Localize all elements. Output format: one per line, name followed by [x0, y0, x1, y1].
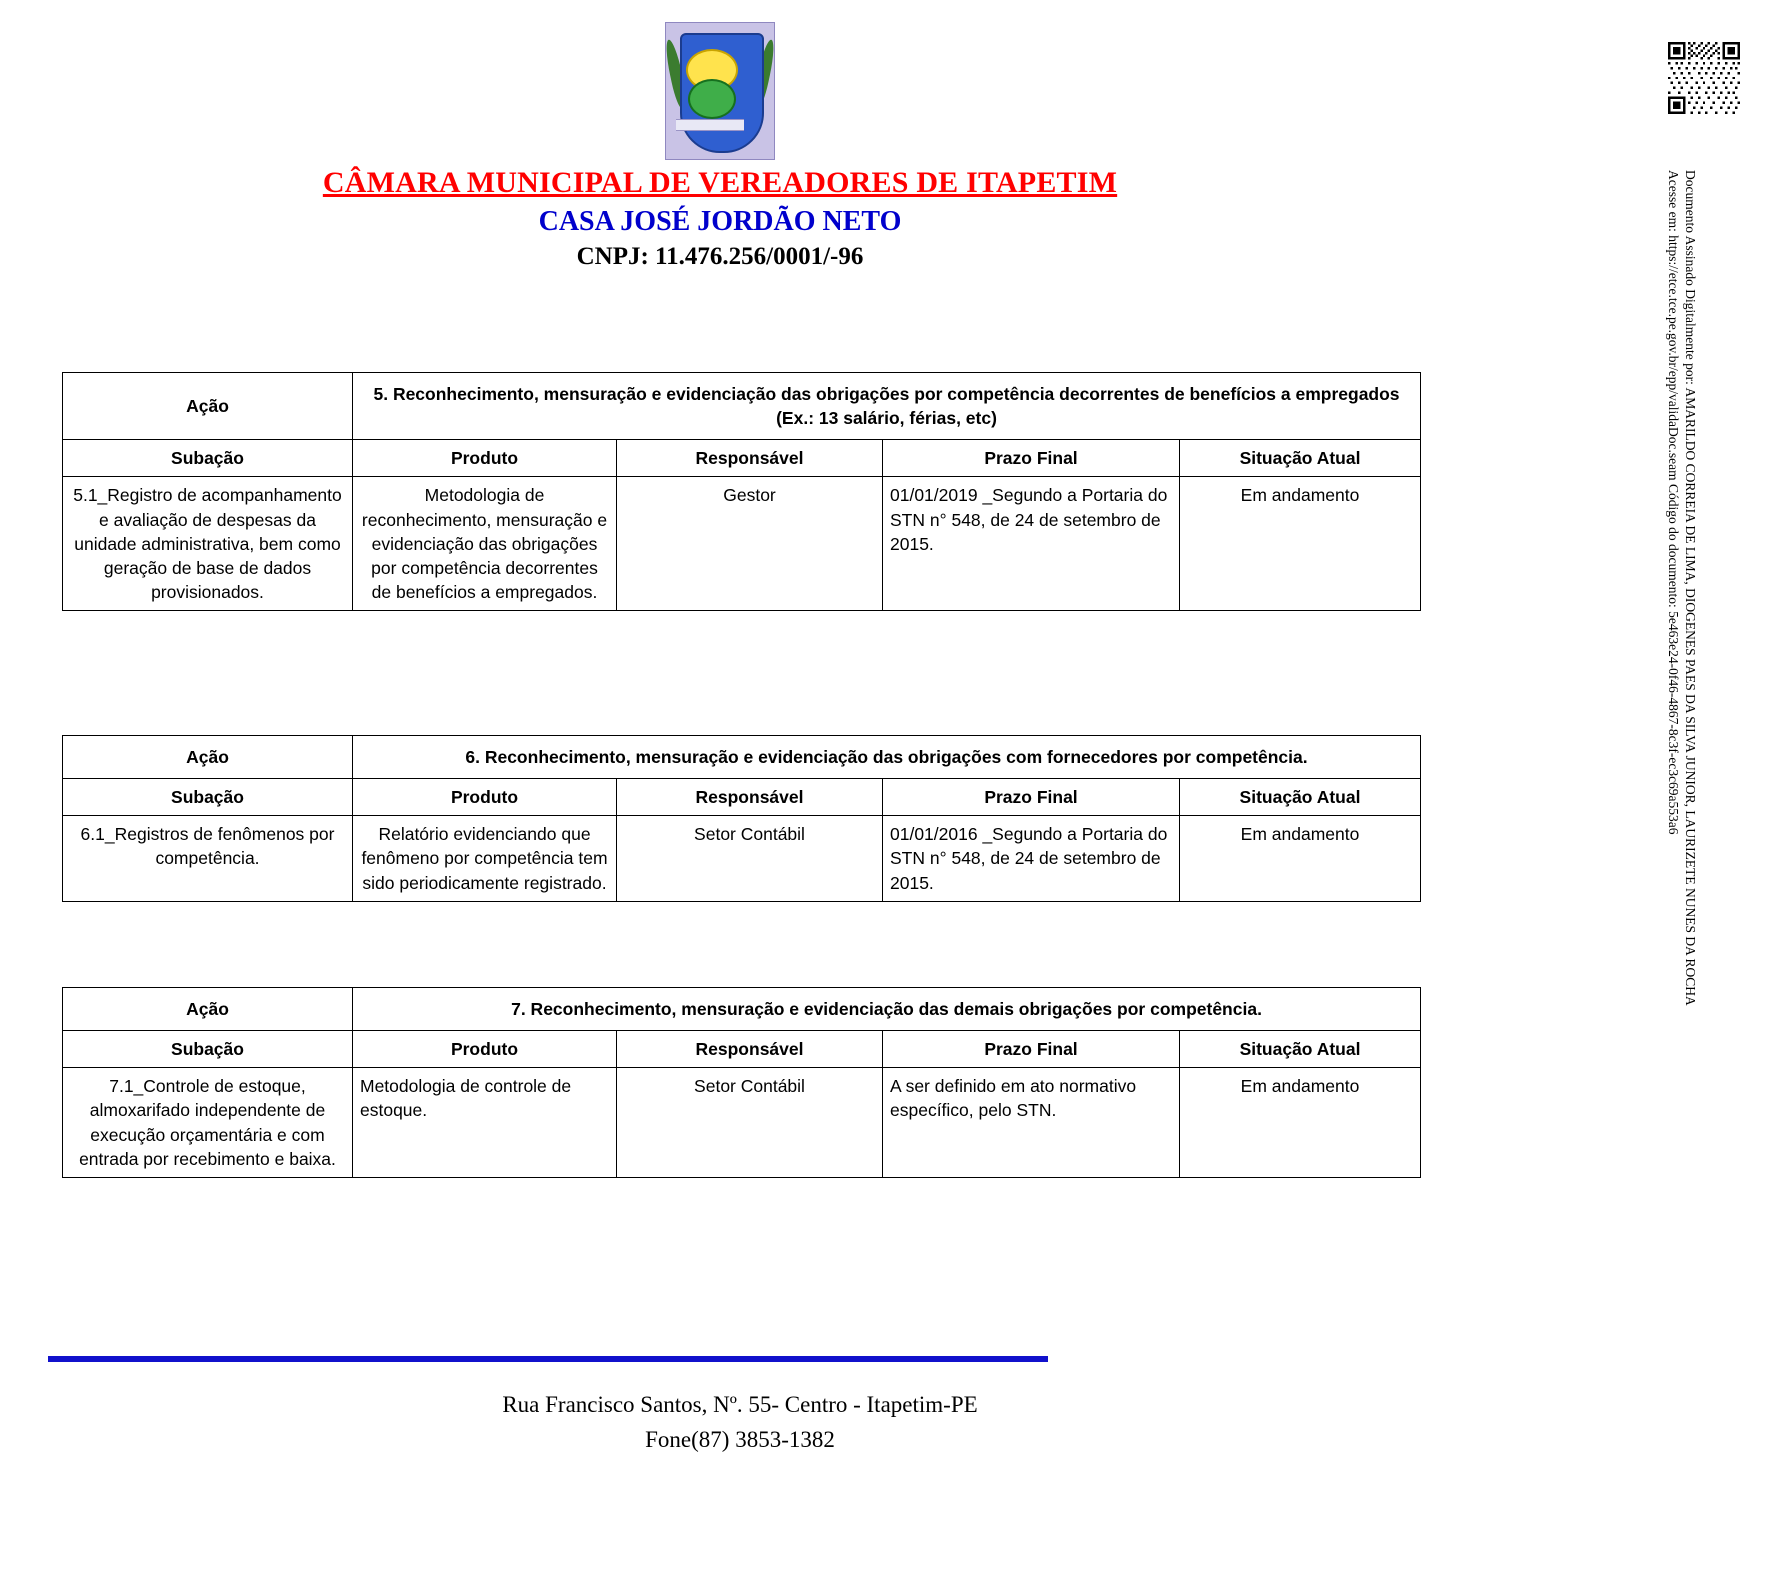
action-table-7: [62, 987, 1421, 1178]
cell-responsavel: Setor Contábil: [617, 1068, 883, 1178]
header-responsavel: Responsável: [617, 440, 883, 477]
signature-line-2: Acesse em: https://etce.tce.pe.gov.br/epp/validaDoc.seam Código do documento: 5e463e24-0f46-4867-8c3f-ec3c69a553a6: [1666, 170, 1681, 835]
action-table-6: [62, 735, 1421, 902]
header-acao: Ação: [63, 373, 353, 440]
cell-responsavel: Gestor: [617, 477, 883, 611]
signature-line-1: Documento Assinado Digitalmente por: AMARILDO CORREIA DE LIMA, DIOGENES PAES DA SILVA JUNIOR, LAURIZETE NUNES DA ROCHA: [1683, 170, 1698, 1006]
page-title: CÂMARA MUNICIPAL DE VEREADORES DE ITAPETIM: [322, 166, 1118, 199]
cell-produto: Relatório evidenciando que fenômeno por competência tem sido periodicamente registrado.: [353, 816, 617, 901]
qr-code-icon: [1668, 42, 1740, 114]
header-situacao-atual: Situação Atual: [1180, 779, 1421, 816]
header-responsavel: Responsável: [617, 1031, 883, 1068]
header-prazo-final: Prazo Final: [883, 779, 1180, 816]
cell-subacao: 5.1_Registro de acompanhamento e avaliação de despesas da unidade administrativa, bem como geração de base de dados provisionados.: [63, 477, 353, 611]
header-prazo-final: Prazo Final: [883, 1031, 1180, 1068]
table-row: [63, 1031, 1421, 1068]
header-prazo-final: Prazo Final: [883, 440, 1180, 477]
header-produto: Produto: [353, 779, 617, 816]
page-subtitle: CASA JOSÉ JORDÃO NETO: [538, 205, 902, 237]
cell-subacao: 6.1_Registros de fenômenos por competência.: [63, 816, 353, 901]
table-row: [63, 816, 1421, 901]
header-situacao-atual: Situação Atual: [1180, 440, 1421, 477]
header-acao: Ação: [63, 988, 353, 1031]
action-title-7: 7. Reconhecimento, mensuração e evidenciação das demais obrigações por competência.: [353, 988, 1421, 1031]
header-produto: Produto: [353, 1031, 617, 1068]
action-table-5: [62, 372, 1421, 611]
table-row: [63, 736, 1421, 779]
footer: [0, 1388, 1480, 1457]
brasao-icon: [665, 22, 775, 160]
header-subacao: Subação: [63, 779, 353, 816]
header-subacao: Subação: [63, 440, 353, 477]
cell-produto: Metodologia de controle de estoque.: [353, 1068, 617, 1178]
table-row: [63, 440, 1421, 477]
header-produto: Produto: [353, 440, 617, 477]
action-title-5: 5. Reconhecimento, mensuração e evidenciação das obrigações por competência decorrentes de benefícios a empregados (Ex.: 13 salário, férias, etc): [353, 373, 1421, 440]
cell-situacao-atual: Em andamento: [1180, 477, 1421, 611]
cell-situacao-atual: Em andamento: [1180, 1068, 1421, 1178]
cell-subacao: 7.1_Controle de estoque, almoxarifado independente de execução orçamentária e com entrada por recebimento e baixa.: [63, 1068, 353, 1178]
footer-address: Rua Francisco Santos, Nº. 55- Centro - Itapetim-PE: [502, 1392, 978, 1417]
header-responsavel: Responsável: [617, 779, 883, 816]
header-acao: Ação: [63, 736, 353, 779]
table-row: [63, 779, 1421, 816]
digital-signature-strip: [1646, 0, 1766, 1588]
table-row: [63, 988, 1421, 1031]
cell-produto: Metodologia de reconhecimento, mensuração e evidenciação das obrigações por competência decorrentes de benefícios a empregados.: [353, 477, 617, 611]
cnpj-line: CNPJ: 11.476.256/0001/-96: [576, 243, 864, 271]
header-subacao: Subação: [63, 1031, 353, 1068]
table-row: [63, 1068, 1421, 1178]
table-row: [63, 373, 1421, 440]
cell-prazo-final: A ser definido em ato normativo específico, pelo STN.: [883, 1068, 1180, 1178]
cell-prazo-final: 01/01/2019 _Segundo a Portaria do STN n° 548, de 24 de setembro de 2015.: [883, 477, 1180, 611]
action-title-6: 6. Reconhecimento, mensuração e evidenciação das obrigações com fornecedores por competência.: [353, 736, 1421, 779]
document-header: [0, 22, 1440, 272]
footer-phone: Fone(87) 3853-1382: [645, 1426, 835, 1452]
cell-situacao-atual: Em andamento: [1180, 816, 1421, 901]
cell-prazo-final: 01/01/2016 _Segundo a Portaria do STN n° 548, de 24 de setembro de 2015.: [883, 816, 1180, 901]
table-row: [63, 477, 1421, 611]
cell-responsavel: Setor Contábil: [617, 816, 883, 901]
footer-divider: [48, 1356, 1048, 1362]
header-situacao-atual: Situação Atual: [1180, 1031, 1421, 1068]
